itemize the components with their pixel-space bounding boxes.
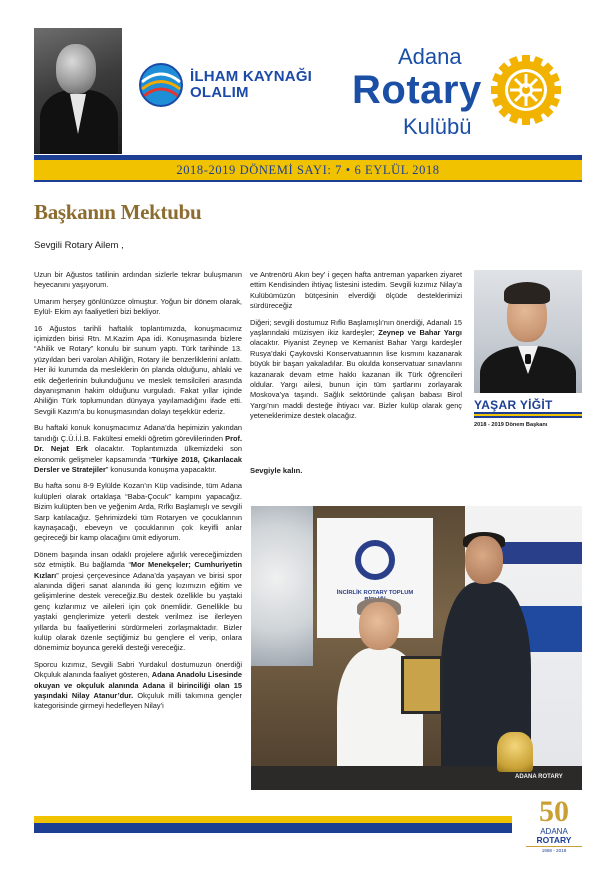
emphasis-text: Zeynep ve Bahar Yargı: [378, 328, 462, 338]
rotary-wheel-icon: [491, 55, 561, 125]
body-text: Bu haftaki konuk konuşmacımız Adana’da hepimizin yakından tanıdığı Ç.Ü.İ.İ.B. Fakültesi emekli öğretim görevlilerinden: [34, 423, 242, 443]
article-left-column: [34, 270, 242, 718]
anniversary-years: 1968 - 2018: [526, 846, 582, 853]
body-text: 16 Ağustos tarihli haftalık toplantımızda, konuşmacımız içimizden birisi Rtn. M.Kazim Apa idi. Konuşmasında bizlere “Ahilik ve Rotary” konulu bir sunum yaptı. Türk tarihinde 13. yüzyıldan beri varolan Ahiliğin, Rotary ile benzerliklerini anlattı. Her iki kurumda da mesleklerin ön planda olduğunu, ahlaki ve etik değerlerinin bulunduğunu ve meslek temsilcileri arasında dayanışmanın hakim olduğunu vurguladı. Fakat yıllar içinde Ahiliğin Türk toplumundan dünyaya yayılamadığını ifade etti. Sevgili Kazım’a bu konuşmasından dolayı teşekkür ederiz.: [34, 323, 242, 416]
anniversary-logo: [526, 796, 582, 856]
body-text: ve Antrenörü Akın bey’ i geçen hafta antreman yaparken ziyaret ettim Kendisinden ihtiyaç listesini istedim. Sevgili kızımız Nilay’a Kulübümüzün bütçesinin elverdiği ölçüde desteklerimizi sürdüreceğiz: [250, 270, 462, 311]
international-banner: [251, 506, 313, 666]
article-paragraph: [34, 481, 242, 543]
body-text: Umarım herşey gönlünüzce olmuştur. Yoğun bir dönem olarak, Eylül- Ekim ayı faaliyetleri bizi bekliyor.: [34, 296, 242, 317]
article-title: Başkanın Mektubu: [34, 200, 202, 224]
article-paragraph: [250, 318, 462, 422]
body-text: olacaktır. Toplantımızda ülkemizdeki son ekonomik gelişmeler kapsamında “: [34, 444, 242, 464]
article-paragraph: [34, 660, 242, 712]
body-text: Okçuluk milli takımına gençler kategorisinde girmeyi hedefleyen Nilay’i: [34, 691, 242, 711]
rotary-bell: [497, 732, 533, 772]
ataturk-portrait: [34, 28, 122, 154]
body-text: ” konusunda konuşma yapacaktır.: [105, 464, 217, 474]
article-middle-column: [250, 270, 462, 428]
body-text: Bu hafta sonu 8-9 Eylülde Kozan’ın Küp vadisinde, tüm Adana kulüpleri olarak ortaklaşa “Baba-Çocuk” kampını yapacağız. Bizim kulüpten ben ve yeğenim Arda, Rıfkı Başlamışlı ve sevgili Sarp katılacağız. Şehrimizdeki tüm Rotaryen ve çocuklarının kaynaşacağı, ebeveyn ve çocuklarının çok keyifli anlar geçireceği bir kamp olacağını ümit ediyorum.: [34, 481, 242, 543]
body-text: Dönem başında insan odaklı projelere ağırlık vereceğimizden söz etmiştik. Bu bağlamda “: [34, 549, 242, 570]
article-paragraph: [250, 270, 462, 312]
emphasis-text: Mor Menekşeler; Cumhuriyetin Kızları: [34, 560, 242, 580]
president-photo: [474, 270, 582, 393]
club-city: Adana: [398, 44, 462, 69]
logo-line-1: İLHAM KAYNAĞI: [190, 68, 313, 85]
club-word: Kulübü: [403, 114, 472, 139]
footer-blue-bar: [34, 823, 512, 833]
banner-caption: İNCİRLİK ROTARY TOPLUM: [336, 590, 414, 596]
article-paragraph: [34, 297, 242, 318]
header-rule-bottom: [34, 180, 582, 182]
anniversary-number: 50: [539, 795, 569, 828]
anniversary-city: ADANA: [540, 827, 568, 836]
body-text: Sporcu kızımız, Sevgili Sabri Yurdakul dostumuzun önerdiği Okçuluk alanında faaliyet gösteren,: [34, 659, 242, 680]
issue-band: 2018-2019 DÖNEMİ SAYI: 7 • 6 EYLÜL 2018: [34, 160, 582, 180]
salutation: Sevgili Rotary Ailem ,: [34, 240, 124, 251]
president-name: YAŞAR YİĞİT: [474, 398, 553, 412]
emphasis-text: Türkiye 2018, Çıkarılacak Dersler ve Stratejiler: [34, 454, 242, 474]
article-paragraph: [34, 423, 242, 475]
signoff: Sevgiyle kalın.: [250, 466, 303, 475]
body-text: Uzun bir Ağustos tatilinin ardından sizlerle tekrar buluşmanın heyecanını yaşıyorum.: [34, 270, 242, 290]
body-text: ” projesi çerçevesince Adana’da yaşayan ve birisi spor alanında diğeri sanat alanında iki genç kızımızın eğitim ve gelişimlerine destek vereceğiz.Bu destek özellikle bu yaştaki genç kızlarımız ve aileleri için çok önemlidir. Genellikle bu yaştaki gençlerimize yeterli destek verilmez ise ilerleyen yıllarda bu faaliyetlerini sürdürmeleri zorlaşmaktadır. Bizler kulüp olarak özenle seçtiğimiz bu gençlere el verip, onlara dönemimiz boyunca gerekli desteği vereceğiz.: [34, 570, 242, 653]
emphasis-text: Prof. Dr. Nejat Erk: [34, 433, 242, 454]
body-text: olacaktır. Piyanist Zeynep ve Kemanist Bahar Yargı kardeşler Rusya’daki Çaykovski Konservatuarının lise kısmını kazanarak büyük bir başarı yakaladılar. Bu okulda konservatuar sınavlarını kazanarak devam etme hakkı kazanan ilk Türk öğrencileri oldular. Yargı ailesi, bunun için tüm şartlarını zorlayarak Moskova’ya taşındı. Sağlık sektöründe çalışan babası Birol Yargı’nın maddi desteğe ihtiyacı var. Bizler kulüp olarak genç yeteneklerimize destek olacağız.: [250, 338, 462, 421]
logo-line-2: OLALIM: [190, 84, 249, 101]
anniversary-club: ROTARY: [536, 835, 572, 845]
article-paragraph: [34, 550, 242, 654]
footer-gold-bar: [34, 816, 512, 823]
president-title: 2018 - 2019 Dönem Başkanı: [474, 422, 548, 428]
emphasis-text: Adana Anadolu Lisesinde okuyan ve okçuluk alanında Adana il birinciliği olan 15 yaşındaki Nilay Atanur’dur.: [34, 670, 242, 701]
article-paragraph: [34, 270, 242, 291]
president-rule: [474, 412, 582, 418]
award-plaque: [401, 656, 443, 714]
body-text: Diğeri; sevgili dostumuz Rıfkı Başlamışlı’nın önerdiği, Adanalı 15 yaşlarındaki müzisyen ikiz kardeşler;: [250, 317, 462, 338]
ilham-emblem-icon: [138, 62, 184, 108]
ilham-kaynagi-logo: [138, 62, 312, 108]
article-paragraph: [34, 324, 242, 418]
table-sign: ADANA ROTARY: [515, 774, 563, 780]
event-photo: [251, 506, 582, 790]
club-name: Rotary: [352, 68, 482, 112]
